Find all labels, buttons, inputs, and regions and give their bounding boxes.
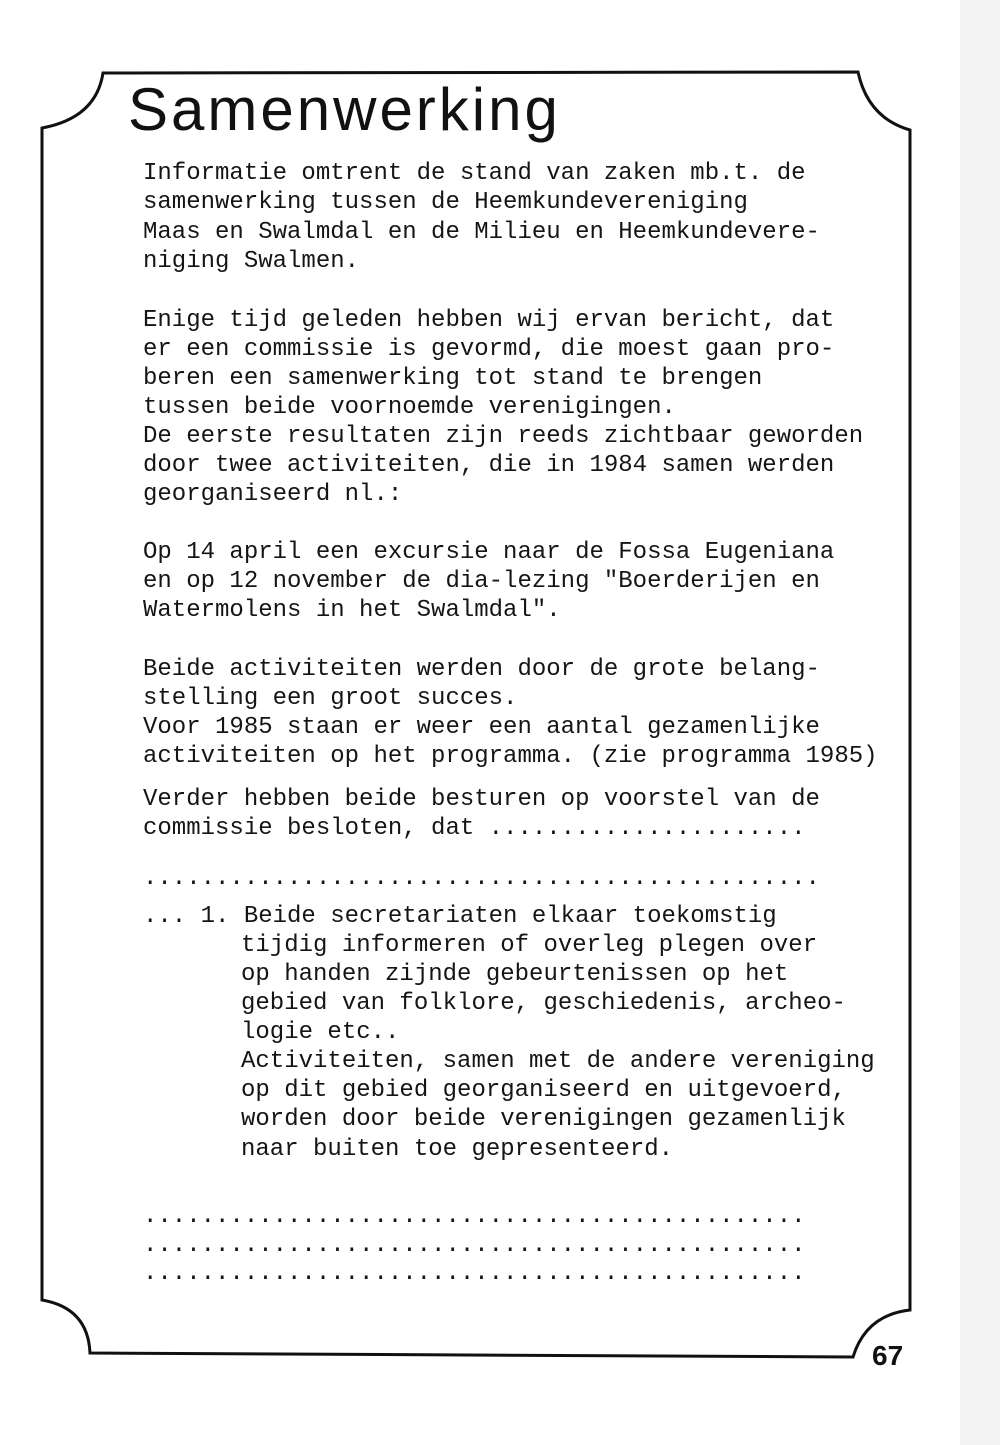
text-line: .............................................. (143, 1203, 806, 1230)
text-line: Voor 1985 staan er weer een aantal gezamenlijke (143, 714, 820, 741)
text-line: beren een samenwerking tot stand te brengen (143, 365, 763, 392)
text-line: door twee activiteiten, die in 1984 samen werden (143, 452, 835, 479)
page-title: Samenwerking (128, 76, 561, 143)
text-line: stelling een groot succes. (143, 685, 518, 712)
text-line: Maas en Swalmdal en de Milieu en Heemkundevere- (143, 219, 820, 246)
text-line: tussen beide voornoemde verenigingen. (143, 394, 676, 421)
text-line: op dit gebied georganiseerd en uitgevoerd, (241, 1077, 846, 1104)
text-line: er een commissie is gevormd, die moest gaan pro- (143, 336, 835, 363)
text-line: samenwerking tussen de Heemkundevereniging (143, 189, 748, 216)
text-line: De eerste resultaten zijn reeds zichtbaar geworden (143, 423, 864, 450)
text-line: worden door beide verenigingen gezamenlijk (241, 1106, 846, 1133)
text-line: Enige tijd geleden hebben wij ervan bericht, dat (143, 307, 835, 334)
text-line: logie etc.. (241, 1019, 400, 1046)
text-line: niging Swalmen. (143, 248, 360, 275)
text-line: Op 14 april een excursie naar de Fossa Eugeniana (143, 539, 835, 566)
text-line: tijdig informeren of overleg plegen over (241, 932, 818, 959)
text-line: ............................................... (143, 865, 820, 892)
text-line: Watermolens in het Swalmdal". (143, 597, 561, 624)
text-line: Informatie omtrent de stand van zaken mb.t. de (143, 160, 806, 187)
text-line: .............................................. (143, 1260, 806, 1287)
text-line: Verder hebben beide besturen op voorstel van de (143, 786, 820, 813)
text-line: gebied van folklore, geschiedenis, archeo- (241, 990, 846, 1017)
text-line: naar buiten toe gepresenteerd. (241, 1136, 674, 1163)
text-line: .............................................. (143, 1232, 806, 1259)
text-line: ... 1. Beide secretariaten elkaar toekomstig (143, 903, 777, 930)
text-line: en op 12 november de dia-lezing "Boerderijen en (143, 568, 820, 595)
text-line: op handen zijnde gebeurtenissen op het (241, 961, 789, 988)
page-number: 67 (872, 1340, 904, 1371)
text-line: commissie besloten, dat ...................... (143, 815, 806, 842)
text-line: Activiteiten, samen met de andere vereniging (241, 1048, 875, 1075)
text-line: georganiseerd nl.: (143, 481, 403, 508)
text-line: Beide activiteiten werden door de grote belang- (143, 656, 820, 683)
text-line: activiteiten op het programma. (zie programma 1985) (143, 743, 878, 770)
